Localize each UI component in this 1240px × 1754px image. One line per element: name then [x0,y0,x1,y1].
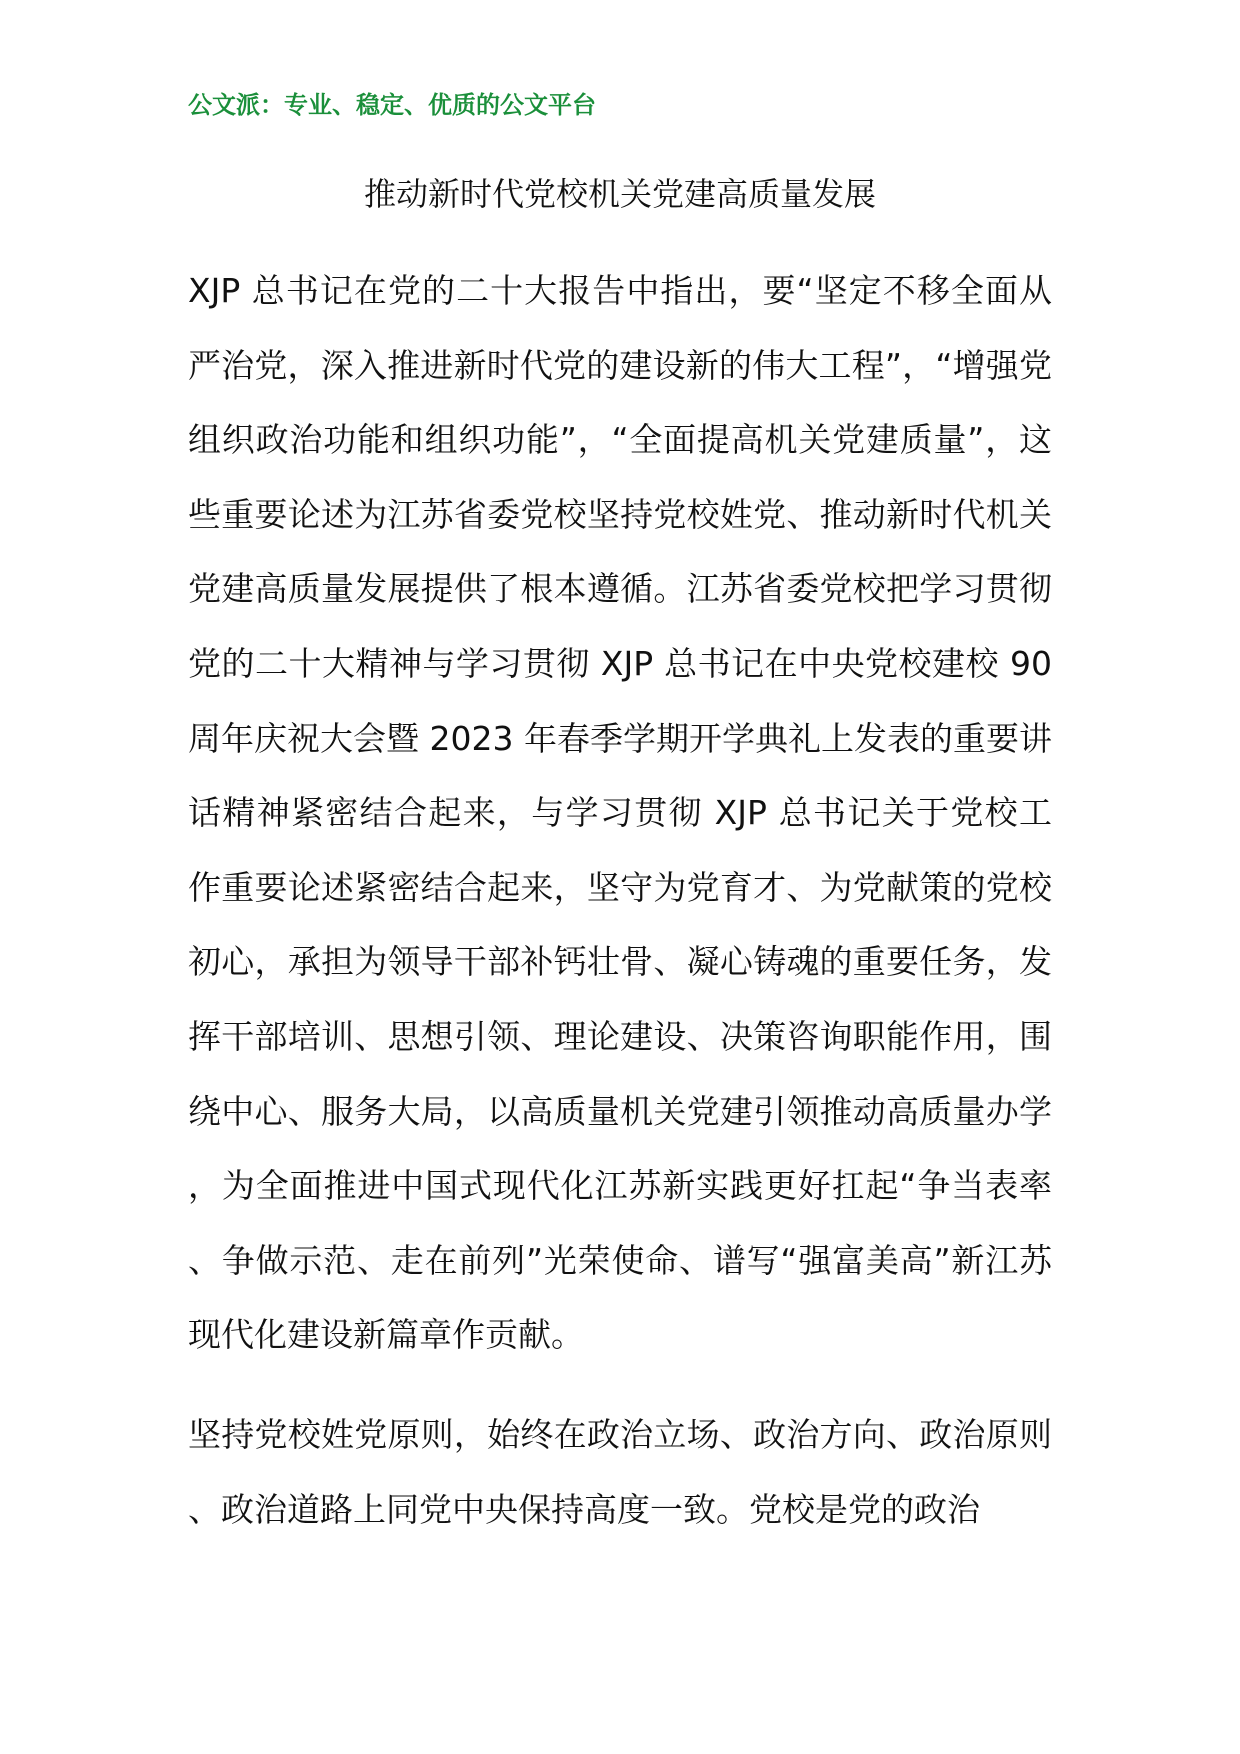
header-brand: 公文派：专业、稳定、优质的公文平台 [188,91,596,119]
body-paragraph-2: 坚持党校姓党原则，始终在政治立场、政治方向、政治原则、政治道路上同党中央保持高度一致。党校是党的政治 [188,1415,1052,1529]
body-paragraph-1: XJP 总书记在党的二十大报告中指出，要“坚定不移全面从严治党，深入推进新时代党的建设新的伟大工程”，“增强党组织政治功能和组织功能”，“全面提高机关党建质量”，这些重要论述为江苏省委党校坚持党校姓党、推动新时代机关党建高质量发展提供了根本遵循。江苏省委党校把学习贯彻党的二十大精神与学习贯彻 XJP 总书记在中央党校建校 90 周年庆祝大会暨 2023 年春季学期开学典礼上发表的重要讲话精神紧密结合起来，与学习贯彻 XJP 总书记关于党校工作重要论述紧密结合起来，坚守为党育才、为党献策的党校初心，承担为领导干部补钙壮骨、凝心铸魂的重要任务，发挥干部培训、思想引领、理论建设、决策咨询职能作用，围绕中心、服务大局，以高质量机关党建引领推动高质量办学，为全面推进中国式现代化江苏新实践更好扛起“争当表率、争做示范、走在前列”光荣使命、谱写“强富美高”新江苏现代化建设新篇章作贡献。 [188,271,1052,1355]
document-title: 推动新时代党校机关党建高质量发展 [363,175,876,213]
